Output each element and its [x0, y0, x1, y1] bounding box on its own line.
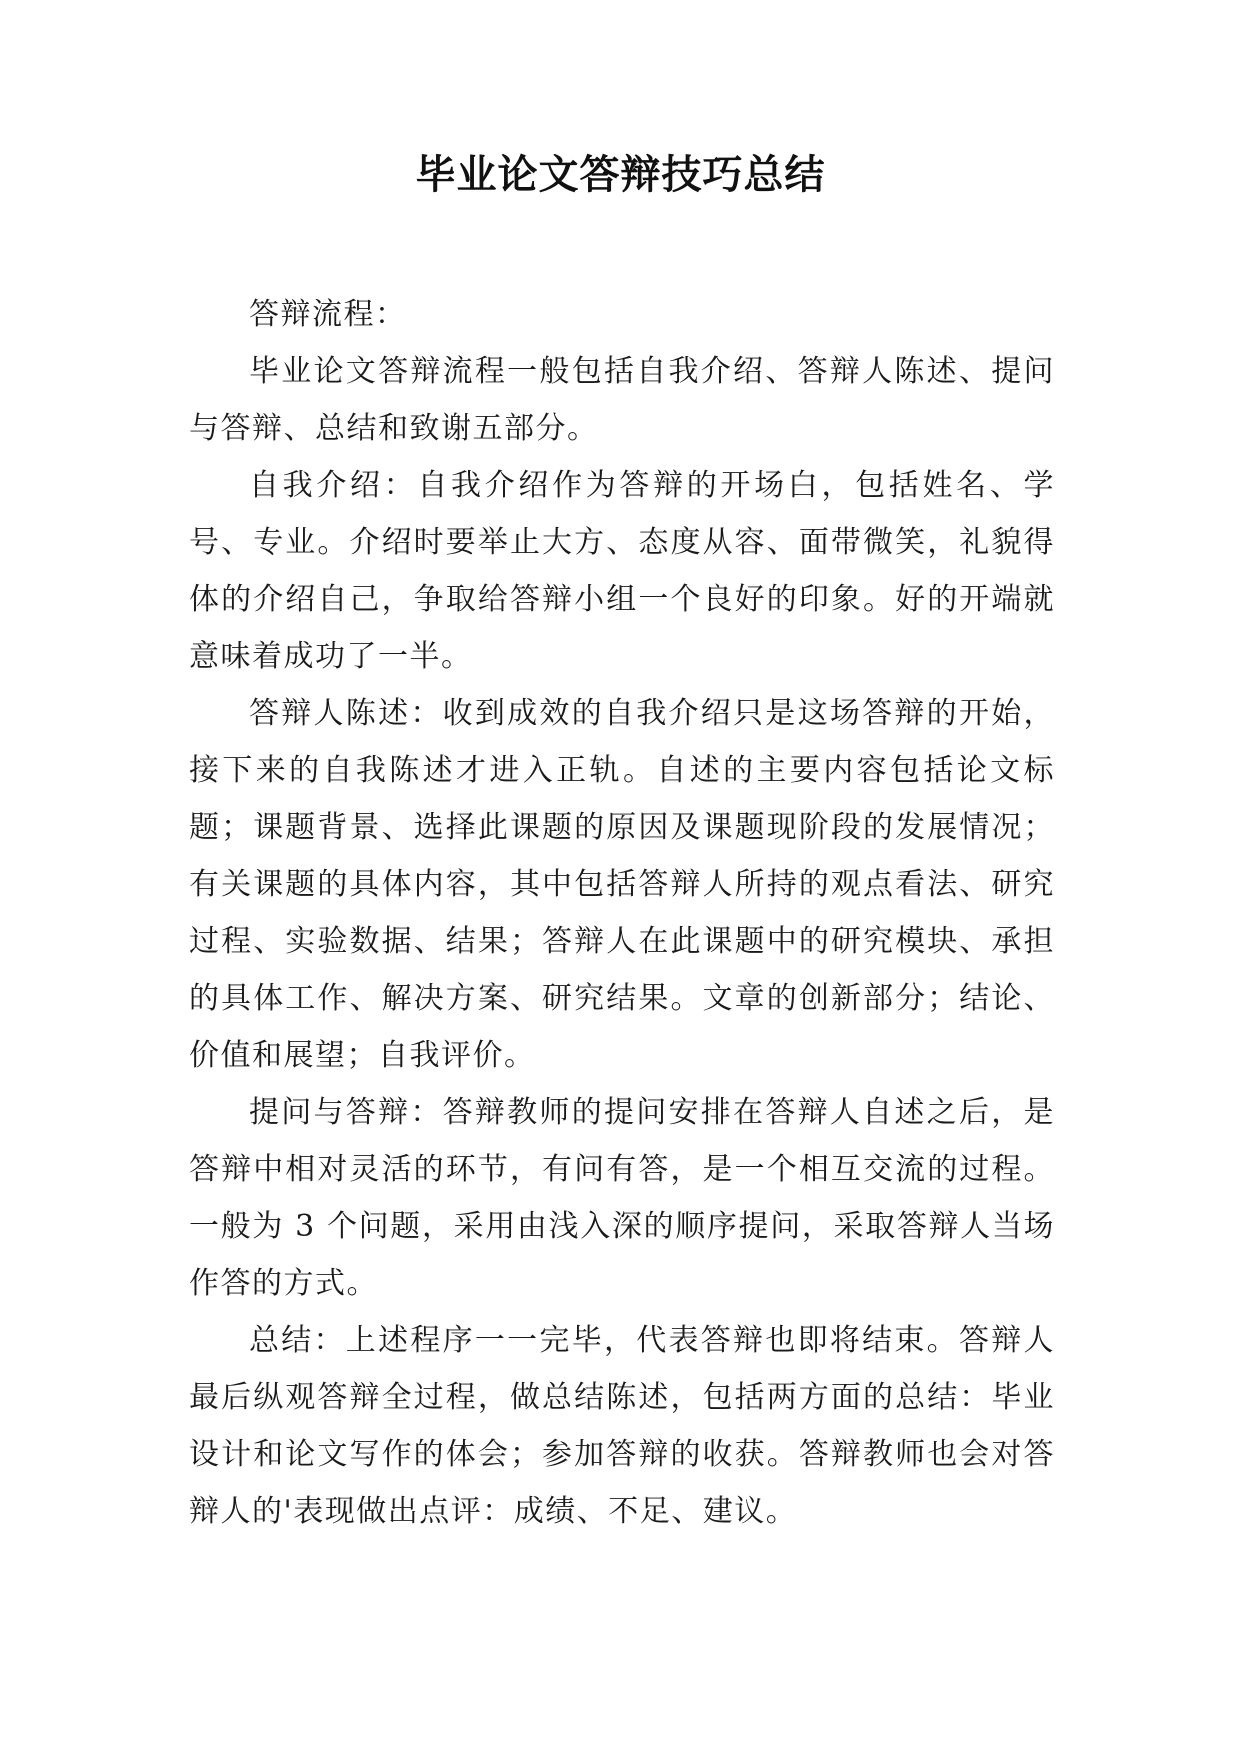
- document-body: [189, 286, 1055, 1540]
- paragraph-questions-answers: 提问与答辩：答辩教师的提问安排在答辩人自述之后，是答辩中相对灵活的环节，有问有答，是一个相互交流的过程。一般为 3 个问题，采用由浅入深的顺序提问，采取答辩人当场作答的方式。: [189, 1095, 1055, 1301]
- paragraph-flow-overview: 毕业论文答辩流程一般包括自我介绍、答辩人陈述、提问与答辩、总结和致谢五部分。: [189, 354, 1055, 446]
- paragraph-self-introduction: 自我介绍：自我介绍作为答辩的开场白，包括姓名、学号、专业。介绍时要举止大方、态度从容、面带微笑，礼貌得体的介绍自己，争取给答辩小组一个良好的印象。好的开端就意味着成功了一半。: [189, 468, 1055, 674]
- paragraph-flow-heading: 答辩流程：: [249, 297, 407, 332]
- paragraph-statement: 答辩人陈述：收到成效的自我介绍只是这场答辩的开始，接下来的自我陈述才进入正轨。自述的主要内容包括论文标题；课题背景、选择此课题的原因及课题现阶段的发展情况；有关课题的具体内容，其中包括答辩人所持的观点看法、研究过程、实验数据、结果；答辩人在此课题中的研究模块、承担的具体工作、解决方案、研究结果。文章的创新部分；结论、价值和展望；自我评价。: [189, 696, 1055, 1073]
- paragraph-summary: 总结：上述程序一一完毕，代表答辩也即将结束。答辩人最后纵观答辩全过程，做总结陈述，包括两方面的总结：毕业设计和论文写作的体会；参加答辩的收获。答辩教师也会对答辩人的'表现做出点评：成绩、不足、建议。: [189, 1323, 1055, 1529]
- document-title: 毕业论文答辩技巧总结: [415, 152, 826, 198]
